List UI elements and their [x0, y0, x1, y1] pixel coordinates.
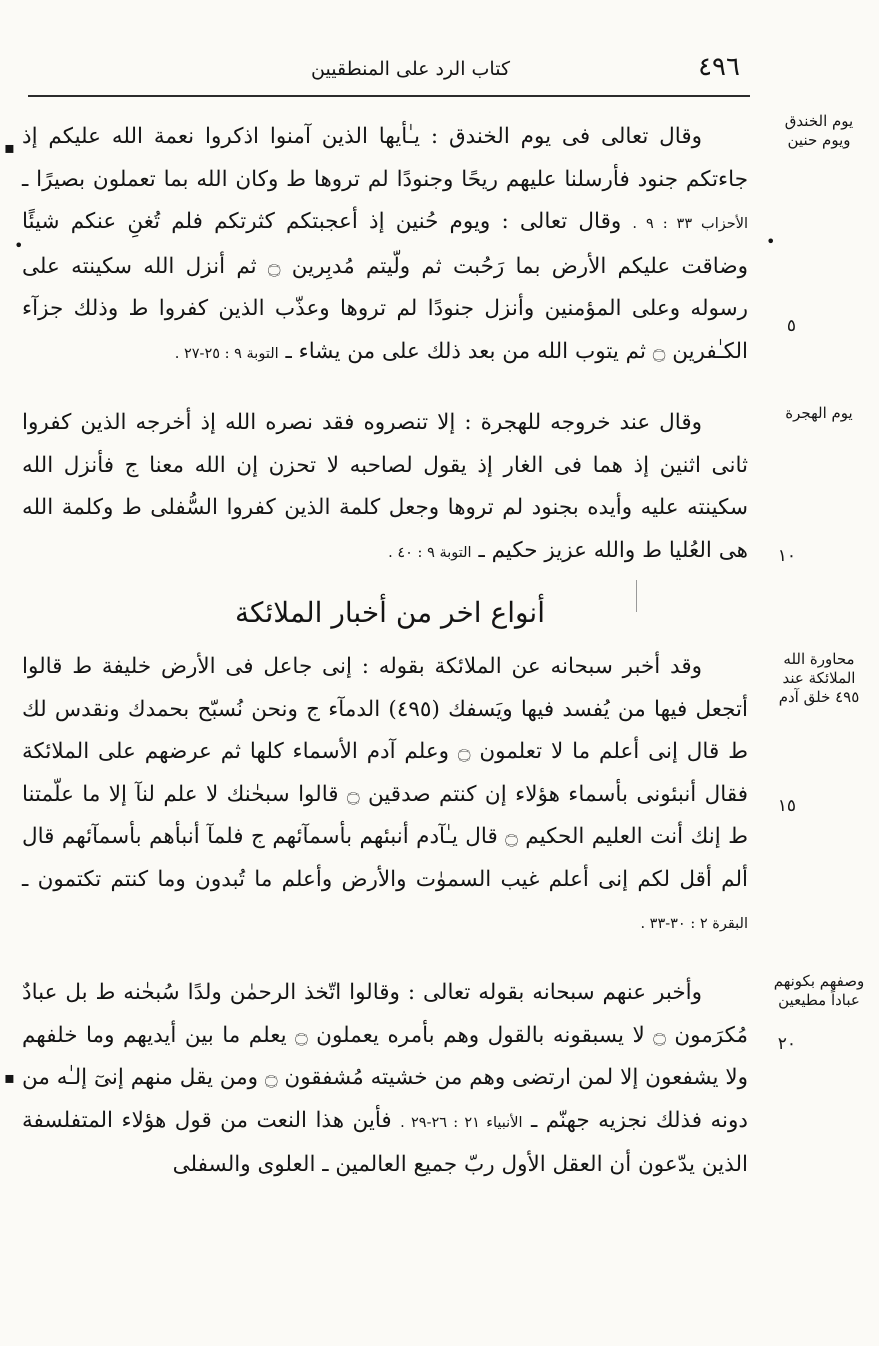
header-rule	[28, 95, 750, 97]
margin-note-khandaq-hunain: يوم الخندق ويوم حنين	[784, 112, 854, 149]
margin-note-angels: محاورة الله الملائكة عند ٤٩٥ خلق آدم	[778, 650, 860, 706]
margin-bullet: ▪	[4, 1068, 15, 1087]
margin-bullet: ▪	[4, 138, 15, 157]
running-title: كتاب الرد على المنطقيين	[311, 58, 510, 80]
margin-note-description: وصفهم بكونهم عباداً مطيعين	[773, 972, 865, 1009]
section-heading: أنواع اخر من أخبار الملائكة	[234, 596, 546, 629]
line-number-5: ٥	[786, 316, 796, 336]
paragraph-text: وقال تعالى : ويوم حُنين إذ أعجبتكم كثرتكم فلم تُغنِ عنكم شيئًا وضاقت عليكم الأرض بما رَحُبت ثم ولّيتم مُدبِرين ۝ ثم أنزل الله سكينته على رسوله وعلى المؤمنين وأنزل جنودًا لم تروها وعذّب الذين كفروا ط وذلك جزآء الكـٰفرين ۝ ثم يتوب الله من بعد ذلك على من يشاء ـ	[22, 209, 748, 364]
paragraph-text: وقد أخبر سبحانه عن الملائكة بقوله : إنى جاعل فى الأرض خليفة ط قالوا أتجعل فيها من يُفسد فيها ويَسفك (٤٩٥) الدمآء ج ونحن نُسبّح بحمدك ونقدس لك ط قال إنى أعلم ما لا تعلمون ۝ وعلم آدم الأسماء كلها ثم عرضهم على الملائكة فقال أنبئونى بأسماء هؤلاء إن كنتم صدقين ۝ قالوا سبحٰنك لا علم لنآ إلا ما علّمتنا ط إنك أنت العليم الحكيم ۝ قال يـٰآدم أنبئهم بأسمآئهم ج فلمآ أنبأهم بأسمآئهم قال ألم أقل لكم إنى أعلم غيب السموٰت والأرض وأعلم ما تُبدون وما كنتم تكتمون ـ	[22, 654, 749, 892]
paragraph-angels	[22, 646, 748, 946]
paragraph-khandaq-hunain	[22, 116, 748, 375]
paragraph-description	[22, 972, 748, 1187]
paragraph-text: وقال عند خروجه للهجرة : إلا تنصروه فقد نصره الله إذ أخرجه الذين كفروا ثانى اثنين إذ هما فى الغار إذ يقول لصاحبه لا تحزن إن الله معنا ج فأنزل الله سكينته عليه وأيده بجنود لم تروها وجعل كلمة الذين كفروا السُّفلى ط وكلمة الله هى العُليا ط والله عزيز حكيم ـ	[22, 410, 748, 563]
quran-reference: التوبة ٩ : ٤٠ .	[388, 544, 472, 561]
line-number-10: ١٠	[777, 546, 796, 566]
line-number-20: ٢٠	[777, 1034, 796, 1054]
margin-note-hijra: يوم الهجرة	[785, 404, 853, 422]
line-number-15: ١٥	[777, 796, 796, 816]
quran-reference: البقرة ٢ : ٣٠-٣٣ .	[640, 916, 748, 932]
page-number: ٤٩٦	[698, 52, 740, 82]
margin-bullet: •	[14, 236, 24, 255]
paragraph-hijra	[22, 402, 748, 574]
paragraph-text: فأين هذا النعت من قول هؤلاء المتفلسفة الذين يدّعون أن العقل الأول ربّ جميع العالمين ـ العلوى والسفلى	[22, 1107, 748, 1177]
quran-reference: الأنبياء ٢١ : ٢٦-٢٩ .	[400, 1114, 523, 1131]
margin-bullet: •	[766, 232, 776, 251]
page-header	[260, 52, 740, 92]
paragraph-text: وقال تعالى فى يوم الخندق : يـٰأيها الذين آمنوا اذكروا نعمة الله عليكم إذ جاءتكم جنود فأرسلنا عليهم ريحًا وجنودًا لم تروها ط وكان الله بما تعملون بصيرًا ـ	[22, 124, 748, 192]
quran-reference: التوبة ٩ : ٢٥-٢٧ .	[174, 345, 279, 362]
quran-reference: الأحزاب ٣٣ : ٩ .	[632, 216, 748, 232]
paragraph-text: وأخبر عنهم سبحانه بقوله تعالى : وقالوا اتّخذ الرحمٰن ولدًا سُبحٰنه ط بل عبادٌ مُكرَمون ۝ لا يسبقونه بالقول وهم بأمره يعملون ۝ يعلم ما بين أيديهم وما خلفهم ولا يشفعون إلا لمن ارتضى وهم من خشيته مُشفقون ۝ ومن يقل منهم إنىٓ إلـٰه من دونه فذلك نجزيه جهنّم ـ	[22, 980, 749, 1133]
